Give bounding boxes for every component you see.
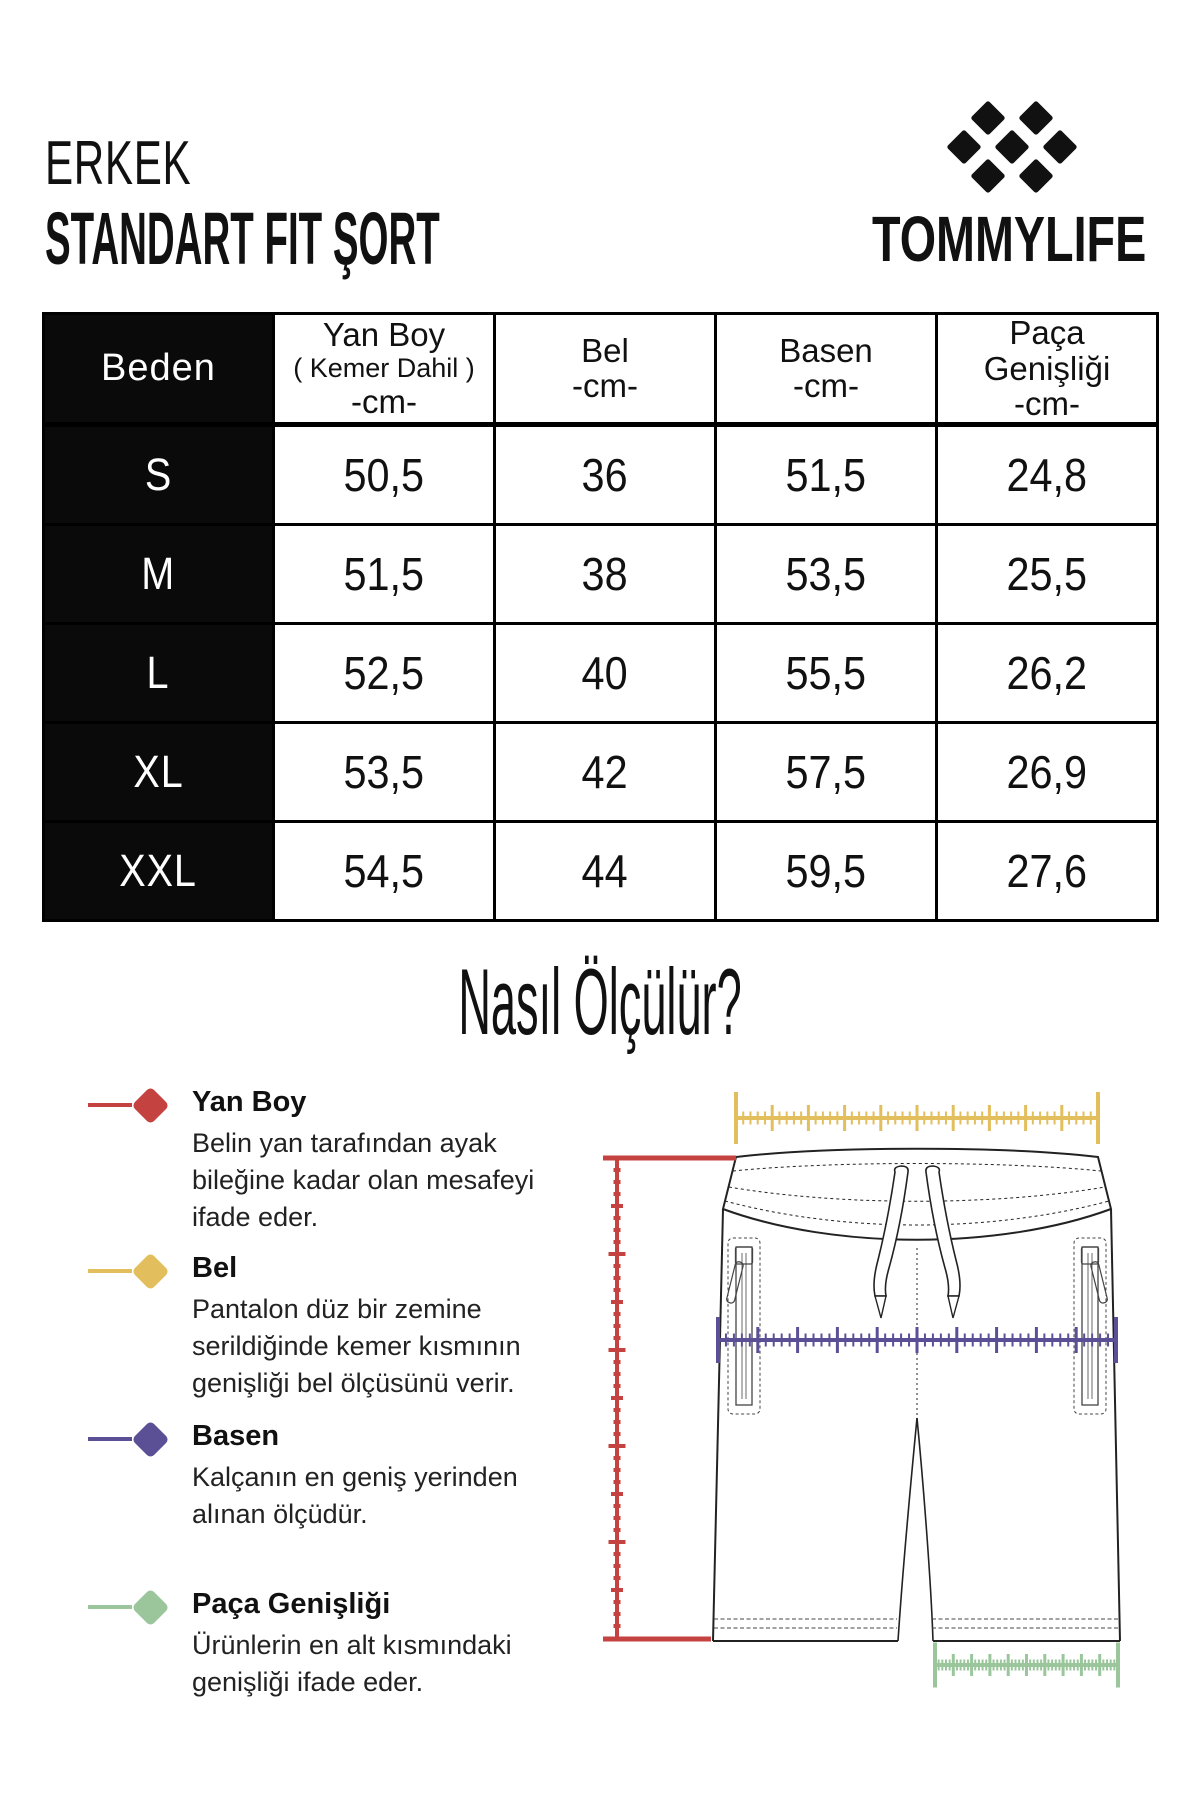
legend-title: Paça Genişliği xyxy=(192,1588,391,1620)
value-cell: 44 xyxy=(495,821,716,920)
value-cell: 53,5 xyxy=(274,722,495,821)
value-cell: 26,9 xyxy=(937,722,1158,821)
yan-boy-ruler xyxy=(603,1156,736,1642)
value-cell: 42 xyxy=(495,722,716,821)
shorts-measurement-diagram xyxy=(560,1080,1200,1720)
table-row xyxy=(44,424,1158,524)
header-cell-bel: Bel -cm- xyxy=(495,314,716,425)
legend-title: Yan Boy xyxy=(192,1086,307,1118)
size-cell: S xyxy=(44,424,274,524)
legend-description: Kalçanın en geniş yerinden alınan ölçüdür. xyxy=(192,1462,518,1529)
legend-item-paca xyxy=(88,1588,552,1701)
value-cell: 40 xyxy=(495,623,716,722)
value-cell: 38 xyxy=(495,524,716,623)
product-title: STANDART FIT ŞORT xyxy=(45,197,440,280)
value-cell: 51,5 xyxy=(716,424,937,524)
legend-item-bel xyxy=(88,1252,552,1402)
paca-diamond-marker-icon xyxy=(88,1588,174,1626)
value-cell: 36 xyxy=(495,424,716,524)
bel-tape xyxy=(734,1092,1100,1144)
value-cell: 55,5 xyxy=(716,623,937,722)
how-to-measure-title: Nasıl Ölçülür? xyxy=(458,949,742,1054)
table-row xyxy=(44,524,1158,623)
value-cell: 27,6 xyxy=(937,821,1158,920)
bel-diamond-marker-icon xyxy=(88,1252,174,1290)
table-row xyxy=(44,722,1158,821)
table-row xyxy=(44,623,1158,722)
paca-tape xyxy=(933,1643,1120,1688)
value-cell: 54,5 xyxy=(274,821,495,920)
legend-item-basen xyxy=(88,1420,552,1533)
legend-title: Basen xyxy=(192,1420,280,1452)
value-cell: 51,5 xyxy=(274,524,495,623)
legend-description: Ürünlerin en alt kısmındaki genişliği ifade eder. xyxy=(192,1630,512,1697)
size-table xyxy=(42,312,1159,922)
value-cell: 26,2 xyxy=(937,623,1158,722)
legend-item-yan-boy xyxy=(88,1086,552,1236)
yan-boy-diamond-marker-icon xyxy=(88,1086,174,1124)
legend-description: Belin yan tarafından ayak bileğine kadar olan mesafeyi ifade eder. xyxy=(192,1128,535,1232)
category-title: ERKEK xyxy=(45,129,192,198)
value-cell: 24,8 xyxy=(937,424,1158,524)
size-cell: XXL xyxy=(44,821,274,920)
tommylife-logo-icon xyxy=(944,97,1080,197)
basen-diamond-marker-icon xyxy=(88,1420,174,1458)
table-header-row xyxy=(44,314,1158,425)
legend-description: Pantalon düz bir zemine serildiğinde kemer kısmının genişliği bel ölçüsünü verir. xyxy=(192,1294,521,1398)
value-cell: 57,5 xyxy=(716,722,937,821)
size-cell: L xyxy=(44,623,274,722)
legend-title: Bel xyxy=(192,1252,238,1284)
value-cell: 53,5 xyxy=(716,524,937,623)
size-cell: M xyxy=(44,524,274,623)
value-cell: 59,5 xyxy=(716,821,937,920)
header-cell-paca: Paça Genişliği -cm- xyxy=(937,314,1158,425)
brand-wordmark: TOMMYLIFE xyxy=(872,203,1147,275)
value-cell: 50,5 xyxy=(274,424,495,524)
value-cell: 52,5 xyxy=(274,623,495,722)
value-cell: 25,5 xyxy=(937,524,1158,623)
size-cell: XL xyxy=(44,722,274,821)
header-cell-beden: Beden xyxy=(44,314,274,425)
table-row xyxy=(44,821,1158,920)
header-cell-yan-boy: Yan Boy ( Kemer Dahil ) -cm- xyxy=(274,314,495,425)
header-cell-basen: Basen -cm- xyxy=(716,314,937,425)
